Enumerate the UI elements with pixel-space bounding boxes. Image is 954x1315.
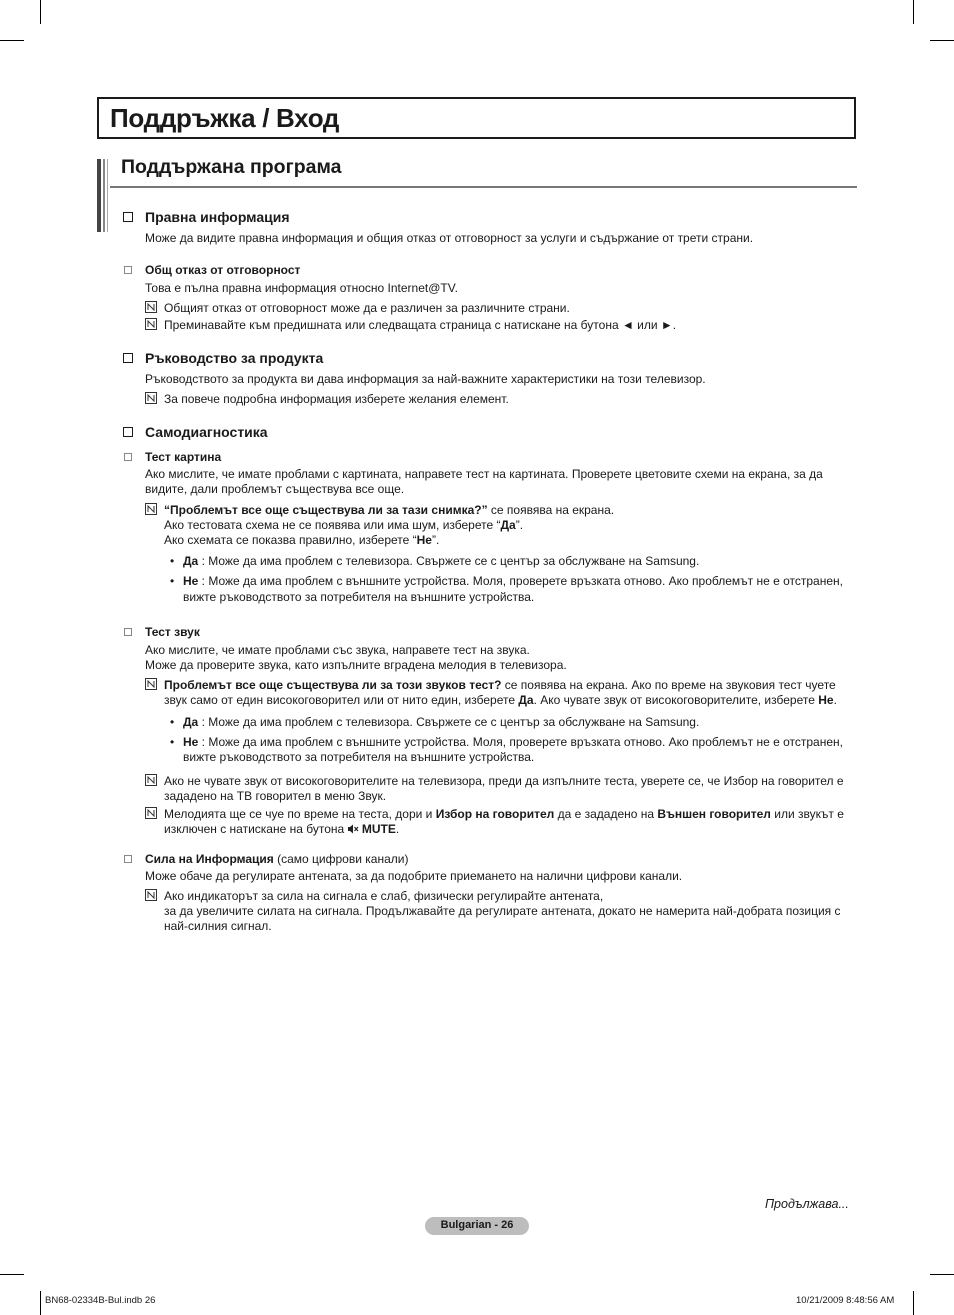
bullet-dot: • [170,715,175,729]
crop-mark [930,1274,954,1275]
checkbox-bullet-icon [123,212,133,222]
sound-test-heading: Тест звук [145,625,200,639]
continued-link: Продължава... [765,1197,849,1211]
text-fragment: Сила на Информация [145,852,274,866]
page-title: Поддръжка / Вход [110,103,340,133]
checkbox-bullet-icon [123,427,133,437]
text-fragment: Да [500,518,516,532]
text-fragment: Проблемът все още съществува ли за този звуков тест? [164,678,502,692]
mute-icon [348,824,359,834]
note-icon [145,678,157,690]
text-fragment: Избор на говорител [435,807,555,821]
disclaimer-text: Това е пълна правна информация относно Internet@TV. [145,281,458,295]
text-fragment: изключен с натискане на бутона [164,822,348,836]
sound-test-line2: Може да проверите звука, като изпълните вградена мелодия в телевизора. [145,658,567,672]
sound-yes-item [183,715,699,730]
note-icon [145,318,157,330]
note-icon [145,392,157,404]
text-fragment: Не [818,693,834,707]
signal-desc: Може обаче да регулирате антената, за да подобрите приемането на налични цифрови канали. [145,869,683,883]
text-fragment: се появява на екрана. Ако по време на звуковия тест чуете [501,678,836,692]
text-fragment: Да [183,715,199,729]
crop-mark [40,0,41,24]
text-fragment: : Може да има проблем с телевизора. Свържете се с център за обслужване на Samsung. [198,554,700,568]
sound-no-item [183,735,843,750]
text-fragment: . [833,693,837,707]
text-fragment: ”. [431,533,440,547]
print-file-info: BN68-02334B-Bul.indb 26 [45,1295,156,1306]
square-bullet-icon [124,855,132,863]
sound-note3-line1 [164,807,844,822]
picture-test-line2: видите, дали проблемът съществува все още. [145,482,405,496]
diag-heading: Самодиагностика [145,424,268,440]
text-fragment: Не [183,574,199,588]
sound-note-line1 [164,678,836,693]
text-fragment: Външен говорител [657,807,771,821]
disclaimer-heading: Общ отказ от отговорност [145,263,301,277]
sound-note2-line1: Ако не чувате звук от високоговорителите на телевизора, преди да изпълните теста, уверете се, че Избор на говорител е [164,774,844,788]
text-fragment: Ако тестовата схема не се появява или има шум, изберете “ [164,518,501,532]
text-fragment: Ако схемата се показва правилно, изберете “ [164,533,417,547]
note-icon [145,503,157,515]
section-title: Поддържана програма [121,156,342,178]
text-fragment: : Може да има проблем с външните устройства. Моля, проверете връзката отново. Ако проблемът не е отстранен, [198,735,843,749]
picture-note-line3 [164,533,439,548]
bullet-dot: • [170,574,175,588]
text-fragment: Не [416,533,432,547]
picture-note-bold: “Проблемът все още съществува ли за тази снимка?” [164,503,488,517]
signal-heading [145,852,408,867]
manual-note: За повече подробна информация изберете желания елемент. [164,392,509,406]
picture-note-rest: се появява на екрана. [487,503,615,517]
text-fragment: да е зададено на [554,807,658,821]
picture-no-item-line2: вижте ръководството за потребителя на външните устройства. [183,590,535,604]
text-fragment: (само цифрови канали) [273,852,409,866]
crop-mark [913,0,914,24]
picture-yes-item [183,554,699,569]
print-date-info: 10/21/2009 8:48:56 AM [796,1295,895,1306]
checkbox-bullet-icon [123,353,133,363]
picture-note-line1 [164,503,614,518]
crop-mark [913,1291,914,1315]
text-fragment: Да [183,554,199,568]
signal-note-line2: за да увеличите силата на сигнала. Продължавайте да регулирате антената, докато не намерита най-добрата позиция с [164,904,841,918]
manual-heading: Ръководство за продукта [145,350,324,366]
legal-note-1: Общият отказ от отговорност може да е различен за различните страни. [164,301,570,315]
bullet-dot: • [170,554,175,568]
square-bullet-icon [124,453,132,461]
text-fragment: или звукът е [770,807,844,821]
manual-desc: Ръководството за продукта ви дава информация за най-важните характеристики на този телевизор. [145,372,706,386]
signal-note-line3: най-силния сигнал. [164,919,272,933]
text-fragment: Мелодията ще се чуе по време на теста, дори и [164,807,436,821]
text-fragment: : Може да има проблем с външните устройства. Моля, проверете връзката отново. Ако проблемът не е отстранен, [198,574,843,588]
section-bar [107,159,108,232]
square-bullet-icon [124,266,132,274]
crop-mark [930,40,954,41]
legal-heading: Правна информация [145,209,290,225]
crop-mark [0,40,24,41]
sound-note-line2 [164,693,837,708]
legal-desc: Може да видите правна информация и общия отказ от отговорност за услуги и съдържание от трети страни. [145,231,754,245]
text-fragment: . Ако чувате звук от високоговорителите, изберете [533,693,819,707]
sound-test-line1: Ако мислите, че имате проблами със звука, направете тест на звука. [145,643,530,657]
text-fragment: . [395,822,400,836]
text-fragment: Не [183,735,199,749]
note-icon [145,889,157,901]
section-bar [103,159,105,232]
page-number-badge [425,1217,529,1235]
picture-note-line2 [164,518,523,533]
legal-note-2: Преминавайте към предишната или следващата страница с натискане на бутона ◄ или ►. [164,318,677,332]
section-bar [97,159,101,232]
bullet-dot: • [170,735,175,749]
crop-mark [40,1291,41,1315]
text-fragment: Да [518,693,534,707]
note-icon [145,807,157,819]
picture-no-item [183,574,843,589]
note-icon [145,774,157,786]
signal-note-line1: Ако индикаторът за сила на сигнала е слаб, физически регулирайте антената, [164,889,604,903]
picture-test-line1: Ако мислите, че имате проблами с картината, направете тест на картината. Проверете цветовите схеми на екрана, за да [145,467,823,481]
text-fragment: MUTE [361,822,396,836]
sound-note3-line2 [164,822,399,837]
crop-mark [0,1274,24,1275]
section-divider [110,186,857,188]
page-number: Bulgarian - 26 [440,1219,514,1231]
text-fragment: звук само от един високоговорител или от нито един, изберете [164,693,519,707]
picture-test-heading: Тест картина [145,450,222,464]
text-fragment: : Може да има проблем с телевизора. Свържете се с център за обслужване на Samsung. [198,715,700,729]
square-bullet-icon [124,628,132,636]
text-fragment: ”. [515,518,524,532]
sound-no-item-line2: вижте ръководството за потребителя на външните устройства. [183,750,535,764]
sound-note2-line2: зададено на ТВ говорител в меню Звук. [164,789,387,803]
note-icon [145,301,157,313]
page-title-box [97,97,856,139]
